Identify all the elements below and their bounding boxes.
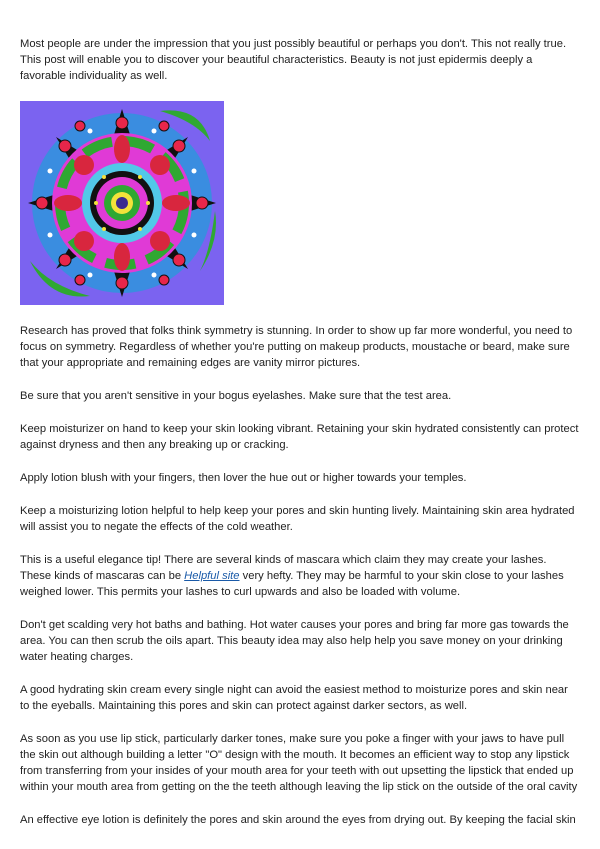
paragraph-blush: Apply lotion blush with your fingers, then lover the hue out or higher towards your temples. bbox=[20, 472, 467, 484]
paragraph-eyelashes: Be sure that you aren't sensitive in your bogus eyelashes. Make sure that the test area. bbox=[20, 390, 452, 402]
mandala-image bbox=[20, 101, 224, 305]
paragraph-intro: Most people are under the impression that you just possibly beautiful or perhaps you don't. This not really true. This post will enable you to discover your beautiful characteristics. Beauty is not just epidermis deeply a favorable individuality as well. bbox=[20, 38, 567, 82]
paragraph-baths: Don't get scalding very hot baths and bathing. Hot water causes your pores and bring far more gas towards the area. You can then scrub the oils apart. This beauty idea may also help help you save money on your drinking water heating charges. bbox=[20, 619, 569, 663]
helpful-site-link[interactable]: Helpful site bbox=[184, 570, 240, 582]
mascara-text-before: This is a useful elegance tip! There are several kinds of mascara which claim they may create your lashes. These kinds of mascaras can be bbox=[20, 554, 547, 582]
mascara-text-after: very hefty. They may be harmful to your skin close to your lashes weighed lower. This permits your lashes to curl upwards and also be loaded with volume. bbox=[20, 570, 564, 598]
paragraph-lipstick: As soon as you use lip stick, particularly darker tones, make sure you poke a finger with your jaws to have pull the skin out although building a letter "O" design with the mouth. It becomes an efficient way to stop any lipstick from transferring from your insides of your mouth area for your teeth with out upsetting the lipstick that ended up within your mouth area from getting on the the teeth although leaving the lip stick on the outside of the oral cavity bbox=[20, 733, 578, 793]
paragraph-moisturizer: Keep moisturizer on hand to keep your skin looking vibrant. Retaining your skin hydrated consistently can protect against dryness and then any breaking up or cracking. bbox=[20, 423, 579, 451]
paragraph-skin-cream: A good hydrating skin cream every single night can avoid the easiest method to moisturize pores and skin near to the eyeballs. Maintaining this pores and skin can protect against darker sectors, as well. bbox=[20, 684, 568, 712]
paragraph-eye-lotion: An effective eye lotion is definitely the pores and skin around the eyes from drying out. By keeping the facial skin bbox=[20, 814, 576, 826]
paragraph-mascara bbox=[20, 552, 580, 600]
mandala-illustration-icon bbox=[20, 101, 224, 305]
paragraph-symmetry: Research has proved that folks think symmetry is stunning. In order to show up far more wonderful, you need to focus on symmetry. Regardless of whether you're putting on makeup products, moustache or beard, make sure that your appropriate and remaining edges are vanity mirror pictures. bbox=[20, 325, 573, 369]
article bbox=[20, 36, 580, 845]
paragraph-lotion: Keep a moisturizing lotion helpful to help keep your pores and skin hunting lively. Maintaining skin area hydrated will assist you to negate the effects of the cold weather. bbox=[20, 505, 575, 533]
